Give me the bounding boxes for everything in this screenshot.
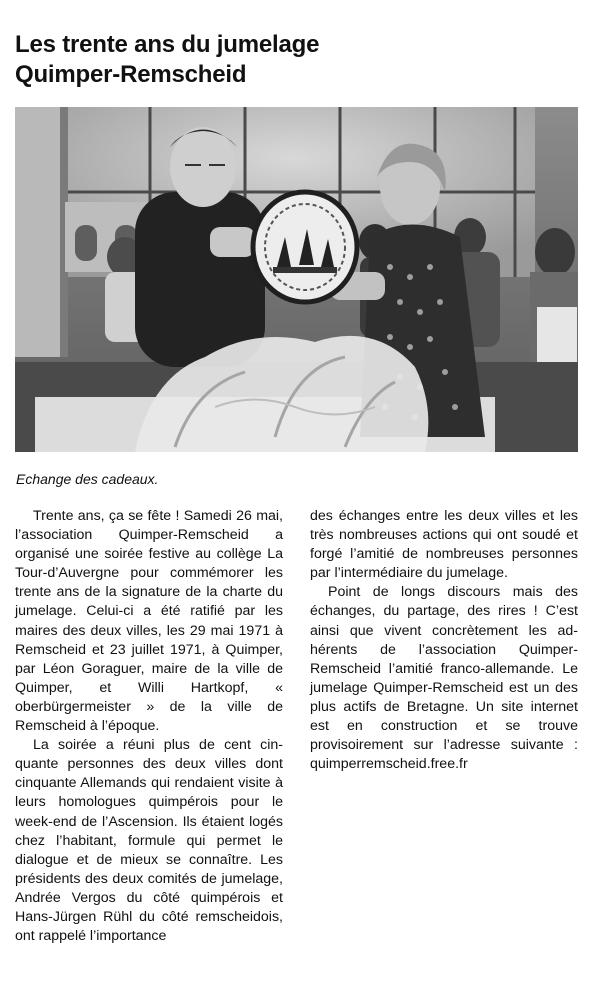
article-headline — [15, 30, 575, 90]
article-photo — [15, 107, 578, 452]
paragraph: des échanges entre les deux villes et les très nombreuses actions qui ont soudé et forgé l’amitié de nombreuses personnes par l’intermédiaire du jumelage. — [310, 508, 578, 582]
paragraph: Trente ans, ça se fête ! Samedi 26 mai, l’association Quimper-Remscheid a organisé une soirée festive au collège La Tour-d’Auvergne pour commémorer les trente ans de la signature de la charte du jumelage. Celui-ci a été ratifié par les maires des deux villes, les 29 mai 1971 à Remscheid et 23 juillet 1971, à Quimper, par Léon Goraguer, maire de la ville de Quimper, et Willi Hartkopf, « oberbürgermeister » de la ville de Remscheid à l’époque. — [15, 508, 283, 735]
paragraph: La soirée a réuni plus de cent cinquante personnes des deux villes dont cinquante Allemands qui rendaient visite à leurs homologues quimpérois pour le week-end de l’Ascension. Ils étaient logés chez l’habitant, formule qui permet le dialogue et de mieux se connaître. Les présidents des deux comités de jumelage, Andrée Vergos du côté quimpérois et Hans-Jürgen Rühl du côté remscheidois, ont rappelé l’importance — [15, 737, 283, 945]
headline-line-2: Quimper-Remscheid — [15, 61, 247, 88]
headline-line-1: Les trente ans du jumelage — [15, 31, 320, 58]
article-column-right — [310, 507, 578, 774]
photo-caption: Echange des cadeaux. — [16, 471, 159, 487]
paragraph: Point de longs discours mais des échanges, du partage, des rires ! C’est ainsi que vivent concrètement les adhérents de l’association Quimper-Remscheid l’amitié franco-allemande. Le jumelage Quimper-Remscheid est un des plus actifs de Bretagne. Un site internet est en construction et se trouve provisoirement sur l’adresse suivante : quimperremscheid.free.fr — [310, 584, 578, 773]
article-column-left — [15, 507, 283, 946]
